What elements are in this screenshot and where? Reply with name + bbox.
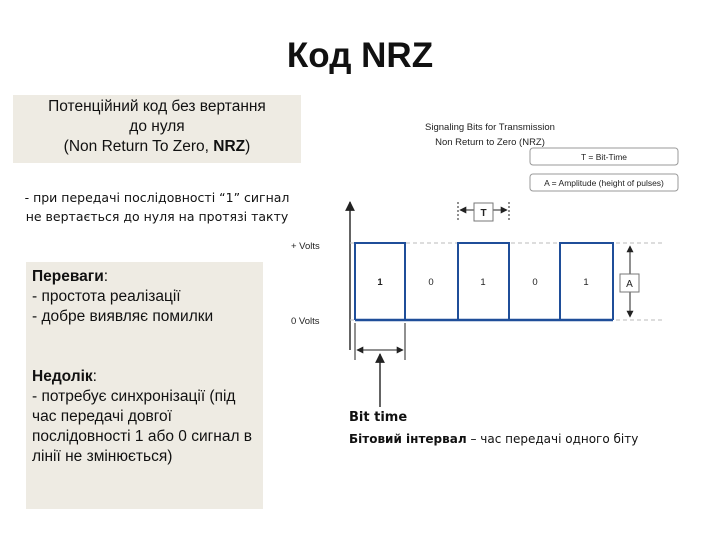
page-title: Код NRZ: [286, 36, 434, 75]
bit-5: 1: [583, 277, 589, 288]
t-marker-label: T: [480, 208, 487, 219]
bit-1: 1: [377, 277, 383, 288]
pros-item-errors: - добре виявляє помилки: [32, 308, 214, 325]
definition-prefix: (Non Return To Zero,: [63, 138, 214, 155]
definition-nrz-bold: NRZ: [213, 138, 246, 155]
pros-cons-box: [26, 262, 263, 509]
definition-box: [13, 95, 301, 163]
bit-time-label: Bit time: [349, 410, 408, 425]
nrz-diagram: [280, 110, 700, 410]
a-marker-label: A: [626, 279, 633, 290]
diagram-title-1: Signaling Bits for Transmission: [425, 122, 555, 133]
bit-2: 0: [428, 277, 434, 288]
bit-time-description: Бітовий інтервал – час передачі одного біту: [349, 432, 639, 446]
diagram-title-2: Non Return to Zero (NRZ): [435, 137, 545, 148]
bit-4: 0: [532, 277, 538, 288]
definition-line-3: [13, 137, 301, 157]
plus-volts-label: + Volts: [291, 241, 320, 252]
legend-a-text: A = Amplitude (height of pulses): [544, 178, 664, 188]
bit-3: 1: [480, 277, 486, 288]
definition-line-2: до нуля: [129, 118, 185, 135]
zero-volts-label: 0 Volts: [291, 316, 320, 327]
definition-suffix: ): [245, 138, 251, 155]
pros-item-simplicity: - простота реалізації: [32, 288, 181, 305]
cons-text: - потребує синхронізації (під час передачі довгої послідовності 1 або 0 сигнал в лінії не змінюється): [32, 388, 253, 465]
nrz-note: - при передачі послідовності “1” сигнал не вертається до нуля на протязі такту: [24, 190, 290, 224]
cons-heading: Недолік:: [32, 368, 97, 385]
legend-t-text: T = Bit-Time: [580, 152, 628, 162]
pros-heading: Переваги:: [32, 268, 109, 285]
definition-line-1: Потенційний код без вертання: [48, 98, 266, 115]
